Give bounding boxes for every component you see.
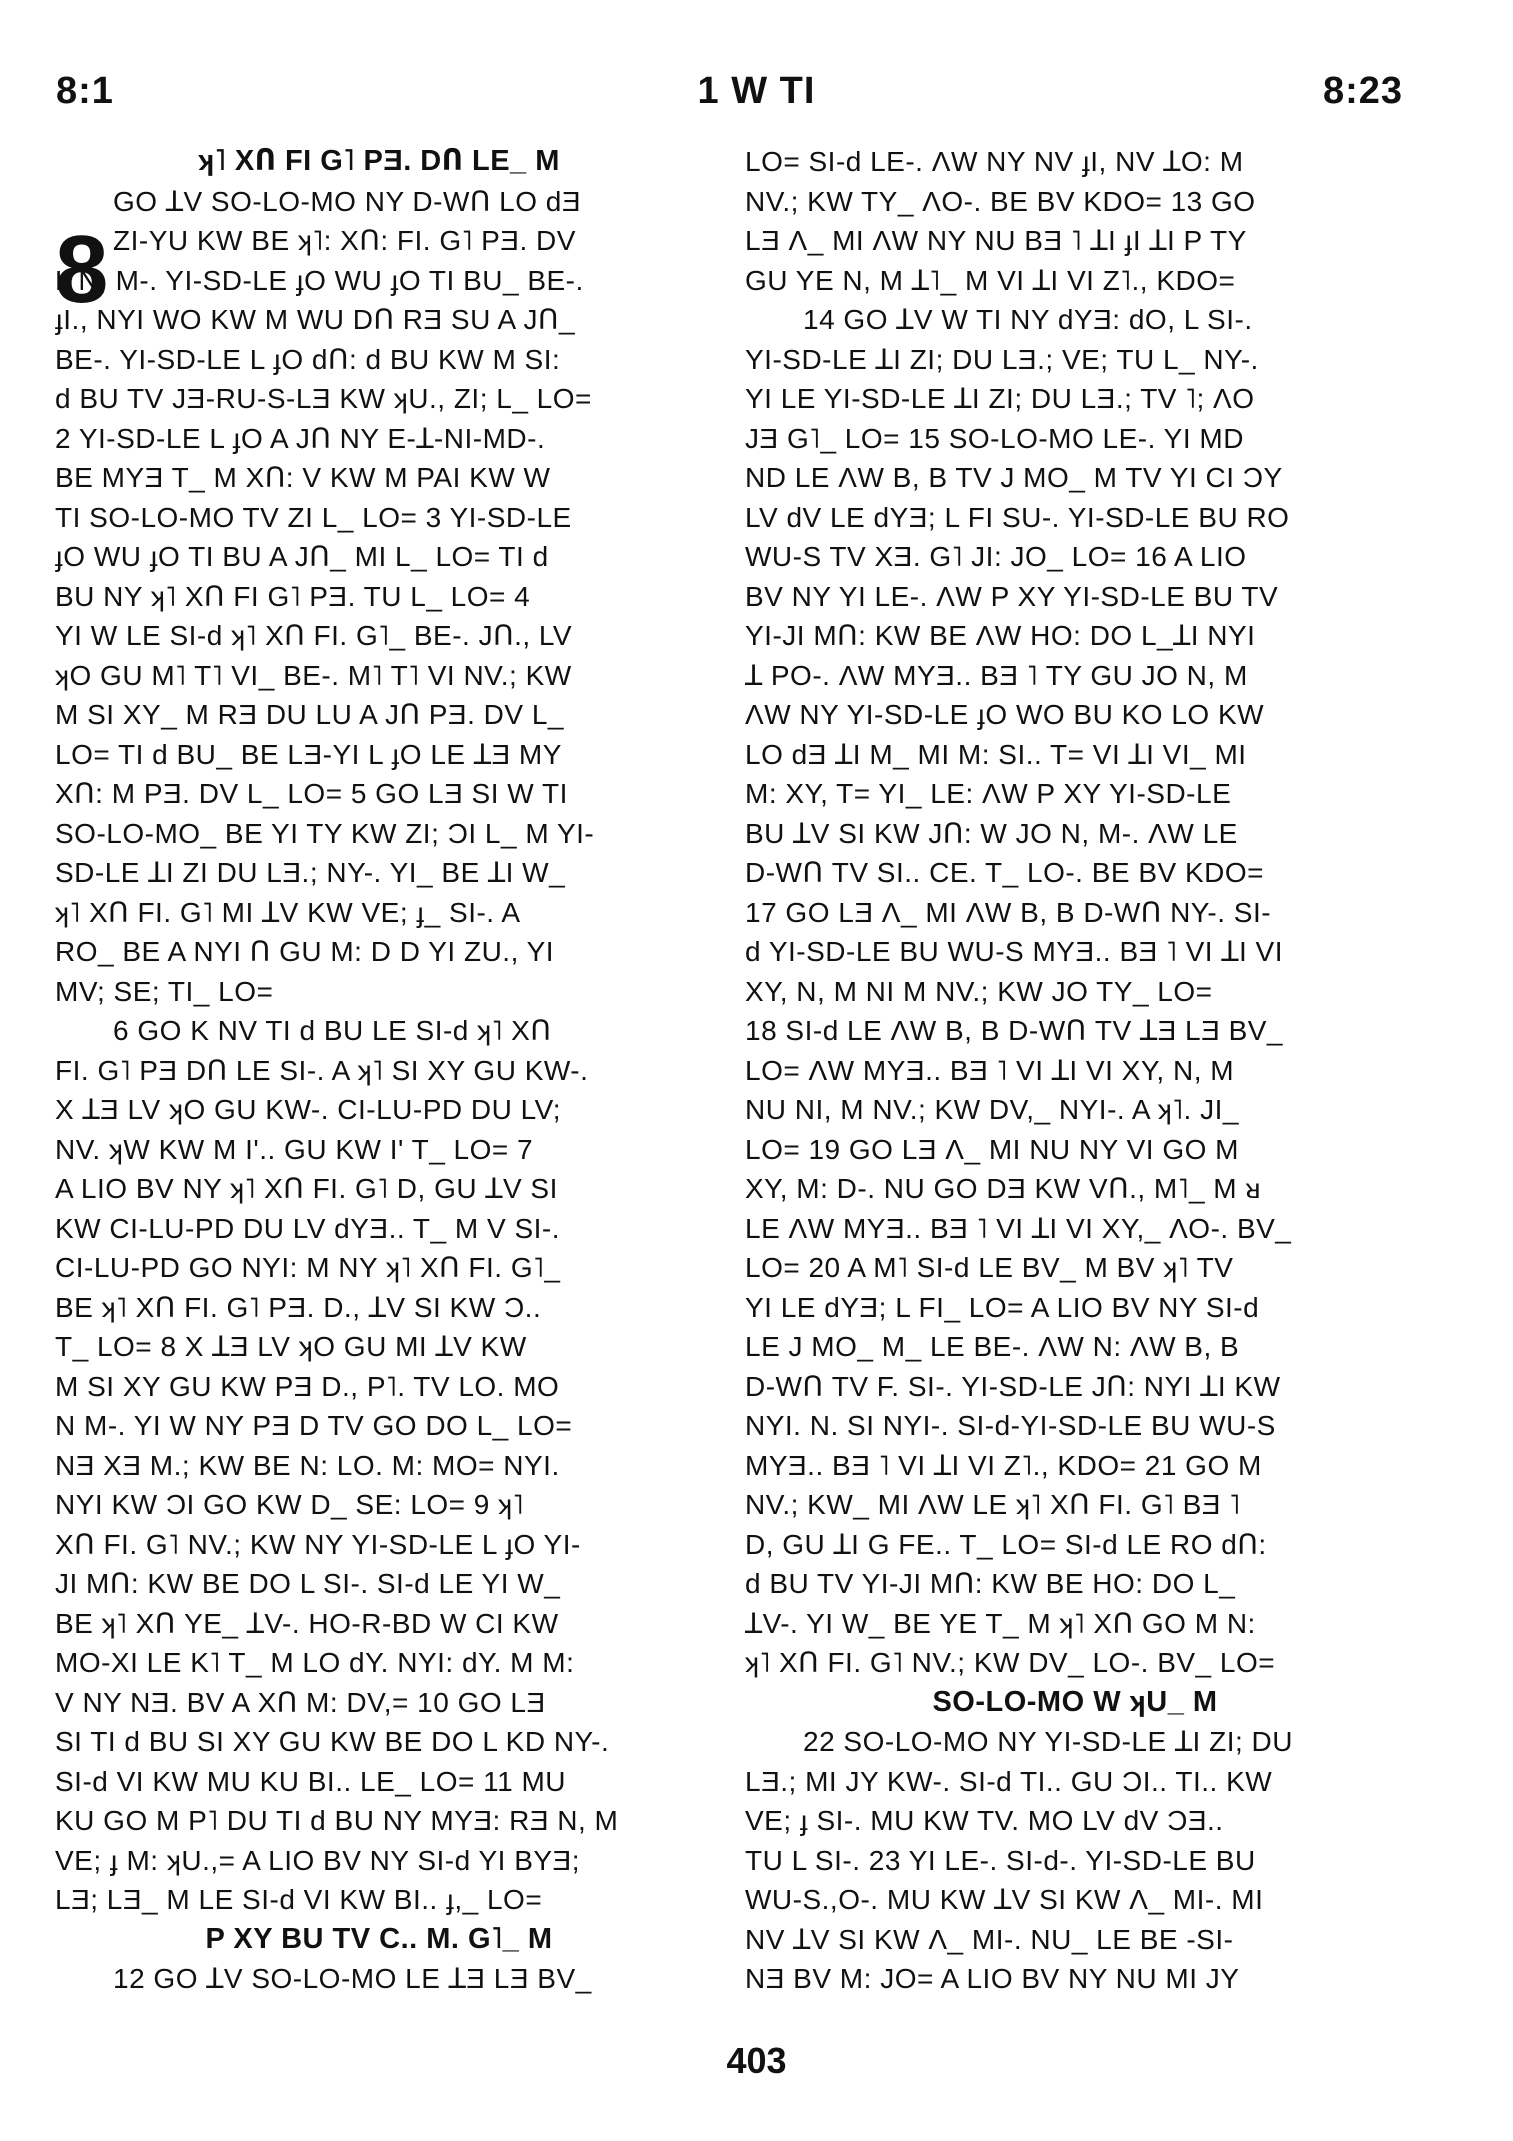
section-heading: ʞ˥ XՈ FI G˥ PƎ. DՈ LE_ M bbox=[198, 145, 560, 177]
text-line: N M-. YI W NY PƎ D TV GO DO L_ LO= bbox=[55, 1410, 573, 1441]
text-line: 18 SI-d LE ΛW B, B D-WՈ TV ꓕƎ LƎ BV_ bbox=[745, 1015, 1283, 1046]
text-line: SD-LE ꓕI ZI DU LƎ.; NY-. YI_ BE ꓕI W_ bbox=[55, 857, 566, 888]
text-line: BU ꓕV SI KW JՈ: W JO N, M-. ΛW LE bbox=[745, 817, 1238, 849]
running-header-right: 8:23 bbox=[1322, 70, 1403, 112]
text-line: 22 SO-LO-MO NY YI-SD-LE ꓕI ZI; DU bbox=[803, 1726, 1293, 1757]
page-number: 403 bbox=[726, 2040, 787, 2081]
text-line: JI MՈ: KW BE DO L SI-. SI-d LE YI W_ bbox=[55, 1568, 561, 1599]
text-line: NV.; KW TY_ ΛO-. BE BV KDO= 13 GO bbox=[745, 185, 1256, 217]
text-line: CI-LU-PD GO NYI: M NY ʞ˥ XՈ FI. G˥_ bbox=[55, 1252, 561, 1283]
text-line: NV.; KW_ MI ΛW LE ʞ˥ XՈ FI. G˥ BƎ ˥ bbox=[745, 1489, 1241, 1520]
text-line: ꓕV-. YI W_ BE YE T_ M ʞ˥ XՈ GO M N: bbox=[745, 1607, 1256, 1639]
text-line: YI W LE SI-d ʞ˥ XՈ FI. G˥_ BE-. JՈ., LV bbox=[55, 620, 573, 651]
text-line: NƎ BV M: JO= A LIO BV NY NU MI JY bbox=[745, 1963, 1240, 1994]
text-line: XՈ: M PƎ. DV L_ LO= 5 GO LƎ SI W TI bbox=[55, 778, 568, 809]
text-line: BE ʞ˥ XՈ YE_ ꓕV-. HO-R-BD W CI KW bbox=[55, 1607, 559, 1639]
text-line: ꓕ PO-. ΛW MYƎ.. BƎ ˥ TY GU JO N, M bbox=[745, 659, 1248, 691]
text-line: JƎ G˥_ LO= 15 SO-LO-MO LE-. YI MD bbox=[745, 422, 1244, 454]
text-line: NƎ XƎ M.; KW BE N: LO. M: MO= NYI. bbox=[55, 1449, 560, 1481]
paragraph-2 bbox=[55, 1011, 703, 1920]
paragraph-4 bbox=[745, 1722, 1405, 1999]
text-line: BV NY YI LE-. ΛW P XY YI-SD-LE BU TV bbox=[745, 580, 1279, 612]
text-line: TI SO-LO-MO TV ZI L_ LO= 3 YI-SD-LE bbox=[55, 501, 572, 533]
text-line: d BU TV YI-JI MՈ: KW BE HO: DO L_ bbox=[745, 1568, 1236, 1599]
text-line: NYI. N. SI NYI-. SI-d-YI-SD-LE BU WU-S bbox=[745, 1410, 1276, 1441]
text-line: L N, M-. YI-SD-LE ɟO WU ɟO TI BU_ BE-. bbox=[55, 264, 584, 296]
text-line: ɟO WU ɟO TI BU A JՈ_ MI L_ LO= TI d bbox=[55, 541, 549, 572]
text-line: LƎ.; MI JY KW-. SI-d TI.. GU ƆI.. TI.. KW bbox=[745, 1765, 1273, 1797]
text-line: MO-XI LE K˥ T_ M LO dY. NYI: dY. M M: bbox=[55, 1647, 575, 1678]
text-line: FI. G˥ PƎ DՈ LE SI-. A ʞ˥ SI XY GU KW-. bbox=[55, 1054, 589, 1086]
text-line: D-WՈ TV F. SI-. YI-SD-LE JՈ: NYI ꓕI KW bbox=[745, 1370, 1281, 1402]
left-column bbox=[55, 142, 703, 1999]
text-line: YI LE dYƎ; L FI_ LO= A LIO BV NY SI-d bbox=[745, 1291, 1260, 1323]
section-heading: P XY BU TV C.. M. G˥_ M bbox=[205, 1922, 553, 1955]
chapter-number: 8 bbox=[55, 215, 109, 323]
text-line: BU NY ʞ˥ XՈ FI G˥ PƎ. TU L_ LO= 4 bbox=[55, 580, 531, 612]
text-line: LO dƎ ꓕI M_ MI M: SI.. T= VI ꓕI VI_ MI bbox=[745, 738, 1247, 770]
text-line: LO= 20 A M˥ SI-d LE BV_ M BV ʞ˥ TV bbox=[745, 1252, 1234, 1283]
text-line: ΛW NY YI-SD-LE ɟO WO BU KO LO KW bbox=[745, 699, 1265, 730]
paragraph-3 bbox=[745, 300, 1405, 1683]
text-line: KU GO M P˥ DU TI d BU NY MYƎ: RƎ N, M bbox=[55, 1805, 619, 1836]
text-line: ʞO GU M˥ T˥ VI_ BE-. M˥ T˥ VI NV.; KW bbox=[55, 659, 572, 691]
text-line: 2 YI-SD-LE L ɟO A JՈ NY E-ꓕ-NI-MD-. bbox=[55, 422, 546, 454]
text-line: LO= 19 GO LƎ Λ_ MI NU NY VI GO M bbox=[745, 1133, 1239, 1165]
text-line: 17 GO LƎ Λ_ MI ΛW B, B D-WՈ NY-. SI- bbox=[745, 896, 1272, 928]
text-line: NV. ʞW KW M I'.. GU KW I' T_ LO= 7 bbox=[55, 1133, 534, 1165]
running-header-left: 8:1 bbox=[56, 70, 114, 112]
text-line: SI TI d BU SI XY GU KW BE DO L KD NY-. bbox=[55, 1726, 610, 1757]
text-line: ʞ˥ XՈ FI. G˥ NV.; KW DV_ LO-. BV_ LO= bbox=[745, 1647, 1276, 1678]
text-line: D-WՈ TV SI.. CE. T_ LO-. BE BV KDO= bbox=[745, 857, 1265, 888]
text-line: V NY NƎ. BV A XՈ M: DV,= 10 GO LƎ bbox=[55, 1686, 546, 1718]
text-line: GU YE N, M ꓕ˥_ M VI ꓕI VI Z˥., KDO= bbox=[745, 264, 1236, 296]
text-line: GO ꓕV SO-LO-MO NY D-WՈ LO dƎ bbox=[113, 185, 582, 217]
text-line: VE; ɟ M: ʞU.,= A LIO BV NY SI-d YI BYƎ; bbox=[55, 1844, 581, 1876]
text-line: SI-d VI KW MU KU BI.. LE_ LO= 11 MU bbox=[55, 1765, 567, 1797]
text-line: 6 GO K NV TI d BU LE SI-d ʞ˥ XՈ bbox=[113, 1015, 552, 1046]
text-line: LV dV LE dYƎ; L FI SU-. YI-SD-LE BU RO bbox=[745, 501, 1290, 533]
text-line: LO= TI d BU_ BE LƎ-YI L ɟO LE ꓕƎ MY bbox=[55, 738, 562, 770]
text-line: BE ʞ˥ XՈ FI. G˥ PƎ. D., ꓕV SI KW Ɔ.. bbox=[55, 1291, 542, 1323]
text-line: NV ꓕV SI KW Λ_ MI-. NU_ LE BE -SI- bbox=[745, 1923, 1234, 1955]
text-line: ʞ˥ XՈ FI. G˥ MI ꓕV KW VE; ɟ_ SI-. A bbox=[55, 896, 521, 928]
text-line: LO= ΛW MYƎ.. BƎ ˥ VI ꓕI VI XY, N, M bbox=[745, 1054, 1235, 1086]
text-line: D, GU ꓕI G FE.. T_ LO= SI-d LE RO dՈ: bbox=[745, 1528, 1267, 1560]
text-line: d BU TV JƎ-RU-S-LƎ KW ʞU., ZI; L_ LO= bbox=[55, 383, 592, 414]
text-line: SO-LO-MO_ BE YI TY KW ZI; ƆI L_ M YI- bbox=[55, 817, 595, 849]
text-line: TU L SI-. 23 YI LE-. SI-d-. YI-SD-LE BU bbox=[745, 1844, 1256, 1876]
text-line: ɟI., NYI WO KW M WU DՈ RƎ SU A JՈ_ bbox=[55, 304, 576, 335]
text-line: LƎ Λ_ MI ΛW NY NU BƎ ˥ ꓕI ɟI ꓕI P TY bbox=[745, 225, 1247, 256]
text-line: d YI-SD-LE BU WU-S MYƎ.. BƎ ˥ VI ꓕI VI bbox=[745, 936, 1283, 967]
text-line: NYI KW ƆI GO KW D_ SE: LO= 9 ʞ˥ bbox=[55, 1489, 524, 1520]
text-line: LE J MO_ M_ LE BE-. ΛW N: ΛW B, B bbox=[745, 1331, 1240, 1362]
text-line: LO= SI-d LE-. ΛW NY NV ɟI, NV ꓕO: M bbox=[745, 146, 1244, 177]
text-line: XY, N, M NI M NV.; KW JO TY_ LO= bbox=[745, 975, 1213, 1007]
text-line: X ꓕƎ LV ʞO GU KW-. CI-LU-PD DU LV; bbox=[55, 1094, 562, 1125]
text-line: BE-. YI-SD-LE L ɟO dՈ: d BU KW M SI: bbox=[55, 343, 561, 375]
running-header-title: 1 W TI bbox=[697, 70, 816, 112]
text-line: YI-JI MՈ: KW BE ΛW HO: DO L_ꓕI NYI bbox=[745, 620, 1256, 651]
text-line: MV; SE; TI_ LO= bbox=[55, 975, 274, 1007]
text-line: M SI XY_ M RƎ DU LU A JՈ PƎ. DV L_ bbox=[55, 699, 564, 730]
text-line: LƎ; LƎ_ M LE SI-d VI KW BI.. ɟ,_ LO= bbox=[55, 1884, 543, 1915]
right-column bbox=[745, 142, 1405, 1999]
text-line: XՈ FI. G˥ NV.; KW NY YI-SD-LE L ɟO YI- bbox=[55, 1528, 581, 1560]
text-line: BE MYƎ T_ M XՈ: V KW M PAI KW W bbox=[55, 462, 551, 493]
text-line: 12 GO ꓕV SO-LO-MO LE ꓕƎ LƎ BV_ bbox=[113, 1963, 592, 1994]
text-line: M: XY, T= YI_ LE: ΛW P XY YI-SD-LE bbox=[745, 778, 1232, 809]
text-line: T_ LO= 8 X ꓕƎ LV ʞO GU MI ꓕV KW bbox=[55, 1331, 527, 1362]
text-line: MYƎ.. BƎ ˥ VI ꓕI VI Z˥., KDO= 21 GO M bbox=[745, 1449, 1262, 1481]
text-line: ND LE ΛW B, B TV J MO_ M TV YI CI ƆY bbox=[745, 462, 1283, 493]
text-line: 14 GO ꓕV W TI NY dYƎ: dO, L SI-. bbox=[803, 304, 1253, 335]
paragraph-1 bbox=[55, 182, 703, 1012]
text-line: WU-S.,O-. MU KW ꓕV SI KW Λ_ MI-. MI bbox=[745, 1884, 1264, 1915]
chapter-block bbox=[55, 182, 703, 1012]
text-line: VE; ɟ SI-. MU KW TV. MO LV dV ƆƎ.. bbox=[745, 1805, 1224, 1836]
text-line: KW CI-LU-PD DU LV dYƎ.. T_ M V SI-. bbox=[55, 1212, 560, 1244]
text-line: WU-S TV XƎ. G˥ JI: JO_ LO= 16 A LIO bbox=[745, 541, 1247, 572]
text-line: ZI-YU KW BE ʞ˥: XՈ: FI. G˥ PƎ. DV bbox=[113, 225, 576, 256]
text-line: XY, M: D-. NU GO DƎ KW VՈ., M˥_ M ᴚ bbox=[745, 1173, 1262, 1204]
text-line: LE ΛW MYƎ.. BƎ ˥ VI ꓕI VI XY,_ ΛO-. BV_ bbox=[745, 1212, 1292, 1244]
text-line: A LIO BV NY ʞ˥ XՈ FI. G˥ D, GU ꓕV SI bbox=[55, 1173, 558, 1204]
section-heading: SO-LO-MO W ʞU_ M bbox=[932, 1685, 1218, 1718]
text-line: NU NI, M NV.; KW DV,_ NYI-. A ʞ˥. JI_ bbox=[745, 1094, 1239, 1125]
paragraph-continued bbox=[745, 142, 1405, 300]
text-line: RO_ BE A NYI Ո GU M: D D YI ZU., YI bbox=[55, 936, 555, 967]
text-line: YI-SD-LE ꓕI ZI; DU LƎ.; VE; TU L_ NY-. bbox=[745, 343, 1259, 375]
text-line: M SI XY GU KW PƎ D., P˥. TV LO. MO bbox=[55, 1370, 560, 1402]
text-line: YI LE YI-SD-LE ꓕI ZI; DU LƎ.; TV ˥; ΛO bbox=[745, 383, 1255, 414]
